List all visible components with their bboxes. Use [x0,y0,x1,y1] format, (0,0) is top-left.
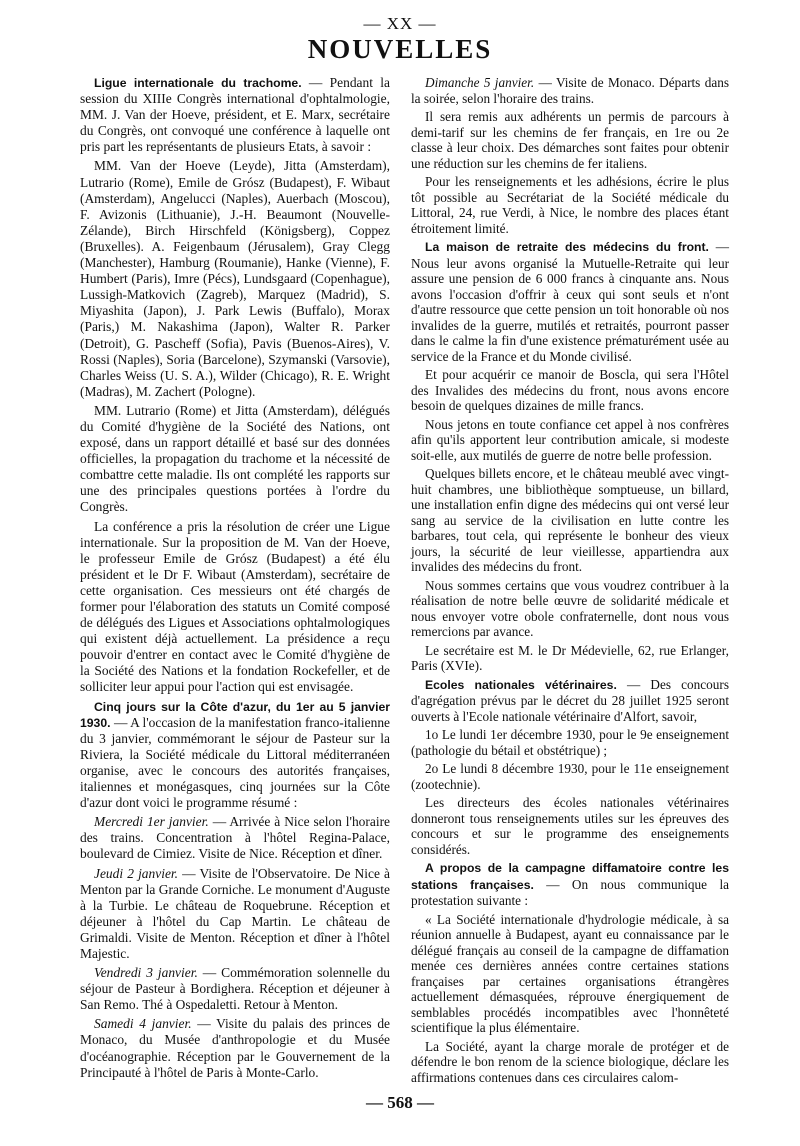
article-text: — A l'occasion de la manifestation franco-italienne du 3 janvier, commémorant le séjour de Pasteur sur la Riviera, la Société médicale du Littoral méditerranéen organise, avec le concours des autorités françaises, italiennes et monégasques, cinq journées sur la Côte d'azur dont voici le programme résumé : [80,714,391,811]
paragraph: Et pour acquérir ce manoir de Boscla, qui sera l'Hôtel des Invalides des médecins du front, nous avons encore besoin de quelques dizaines de mille francs. [411,367,729,413]
program-day-label: Samedi 4 janvier. [94,1016,192,1032]
program-day-label: Jeudi 2 janvier. [94,865,179,881]
article-text: — Des concours d'agrégation prévus par le décret du 28 juillet 1925 seront ouverts à l'Ecole nationale vétérinaire d'Alfort, savoir, [411,676,729,724]
paragraph: Nous sommes certains que vous voudrez contribuer à la réalisation de notre belle œuvre de solidarité médicale et nous envoyer votre obole confraternelle, dont nous vous remercions par avance. [411,577,729,639]
program-day [80,1016,390,1080]
article-heading-cote-azur: Cinq jours sur la Côte d'azur, du 1er au 5 janvier 1930. [80,699,390,730]
program-day-text: — Arrivée à Nice selon l'horaire des trains. Concentration à l'hôtel Regina-Palace, boulevard de Cimiez. Visite de Nice. Réception et dîner. [80,814,391,862]
article-veterinaires-intro [411,677,729,725]
paragraph: Il sera remis aux adhérents un permis de parcours à demi-tarif sur les chemins de fer français, en 1re ou 2e classe à leur choix. Des démarches sont faites pour obtenir une réduction sur les chemins de fer italiens. [411,109,729,171]
paragraph: La Société, ayant la charge morale de protéger et de défendre le bon renom de la science biologique, déclare les affirmations contenues dans ces circulaires calom- [411,1038,729,1085]
page-title: NOUVELLES [307,34,493,64]
member-list: MM. Van der Hoeve (Leyde), Jitta (Amsterdam), Lutrario (Rome), Emile de Grósz (Budapest), F. Wibaut (Amsterdam), Angelucci (Naples), Auerbach (Moscou), F. Avizonis (Lithuanie), J.-H. Beaumont (Nouvelle-Zélande), Birch Hirschfeld (Königsberg), Coppez (Bruxelles). A. Feigenbaum (Jérusalem), Gray Clegg (Manchester), Hamburg (Roumanie), Hanke (Vienne), F. Humbert (Paris), Imre (Pécs), Lundsgaard (Copenhague), Lussigh-Matkovich (Zagreb), Marquez (Madrid), S. Miyashita (Japon), J. Park Lewis (Buffalo), Morax (Paris,) M. Nakashima (Japon), Walter R. Parker (Detroit), G. Pascheff (Sofia), Pavis (Buenos-Aires), V. Rossi (Naples), Soria (Barcelone), Szymanski (Varsovie), Charles Weiss (U. S. A.), Wilder (Chicago), R. E. Wright (Madras), M. Zachert (Pologne). [80,158,390,399]
right-column [411,75,729,1085]
article-text: — Pendant la session du XIIIe Congrès international d'ophtalmologie, MM. J. Van der Hoeve, président, et E. Marx, secrétaire du Congrès, ont convoqué une conférence à laquelle ont pris part les représentants de plusieurs Etats, à savoir : [80,75,390,155]
article-heading-campagne: A propos de la campagne diffamatoire contre les stations françaises. [411,861,729,892]
program-day [80,965,390,1013]
article-heading-veterinaires: Ecoles nationales vétérinaires. [425,677,617,692]
program-day [411,75,729,106]
program-day-text: — Commémoration solennelle du séjour de Pasteur à Bordighera. Réception et déjeuner à San Remo. Thé à Ospedaletti. Retour à Menton. [80,965,391,1013]
program-day-label: Dimanche 5 janvier. [425,75,535,90]
program-day [80,866,390,963]
program-day-label: Vendredi 3 janvier. [94,965,198,981]
paragraph: Les directeurs des écoles nationales vétérinaires donneront tous renseignements utiles sur les épreuves des concours et sur le programme des enseignements considérés. [411,795,729,857]
paragraph: La conférence a pris la résolution de créer une Ligue internationale. Sur la proposition de M. Van der Hoeve, le professeur Emile de Grósz (Budapest) a été élu président et le Dr F. Wibaut (Amsterdam), secrétaire de cette organisation. Ces messieurs ont été chargés de former pour l'élaboration des statuts un Comité composé de délégués des Ligues et Associations ophtalmologiques qui existent déjà actuellement. La présidence a reçu pouvoir d'entrer en contact avec le Comité d'hygiène de la Société des Nations et la fondation Rockefeller, et de solliciter leur appui pour l'action qui est envisagée. [80,518,390,695]
article-heading-trachome: Ligue internationale du trachome. [94,76,302,90]
program-day-text: — Visite de l'Observatoire. De Nice à Menton par la Grande Corniche. Le monument d'Auguste à la Turbie. Le château de Roquebrune. Réception et déjeuner à l'hôtel du Cap Martin. Le château de Grimaldi. Visite de Menton. Réception et dîner à l'hôtel Majestic. [80,865,391,961]
quote-paragraph: « La Société internationale d'hydrologie médicale, à sa réunion annuelle à Budapest, ayant eu connaissance par le délégué français au conseil de la campagne de diffamation menée ces dernières années contre certaines stations françaises par certaines organisations étrangères actuellement démasquées, réprouve énergiquement de semblables procédés incompatibles avec l'honnêteté scientifique la plus élémentaire. [411,911,729,1035]
paragraph: Le secrétaire est M. le Dr Médevielle, 62, rue Erlanger, Paris (XVIe). [411,642,729,673]
page-number: — 568 — [366,1093,434,1112]
article-cote-azur-intro [80,699,390,812]
article-retraite-intro [411,239,729,364]
paragraph: MM. Lutrario (Rome) et Jitta (Amsterdam), délégués du Comité d'hygiène de la Société des Nations, ont exposé, dans un rapport détaillé et basé sur des données officielles, la propagation du trachome et la nécessité de combattre cette maladie. Ils ont complété les rapports sur une des principales questions portées à l'ordre du Congrès. [80,402,390,515]
article-campagne-intro [411,860,729,909]
paragraph: Pour les renseignements et les adhésions, écrire le plus tôt possible au Secrétariat de la Société médicale du Littoral, 24, rue Verdi, à Nice, le nombre des places étant étroitement limité. [411,174,729,236]
paragraph: Nous jetons en toute confiance cet appel à nos confrères afin qu'ils apportent leur contribution amicale, si modeste soit-elle, aux mutilés de guerre de notre belle profession. [411,416,729,463]
article-text: — On nous communique la protestation suivante : [411,876,730,908]
page-roman-numeral: — XX — [363,14,437,33]
program-day-label: Mercredi 1er janvier. [94,814,209,830]
program-day [80,814,390,862]
program-day-text: — Visite de Monaco. Départs dans la soirée, selon l'horaire des trains. [411,75,729,106]
list-item: 1o Le lundi 1er décembre 1930, pour le 9e enseignement (pathologie du bétail et obstétrique) ; [411,727,729,758]
paragraph: Quelques billets encore, et le château meublé avec vingt-huit chambres, une bibliothèque somptueuse, un billard, une installation enfin digne des médecins qui ont versé leur sang au service de la civilisation en lutte contre les barbares, tout cela, qui représente le bonheur des vieux jours, la sécurité de leur vieillesse, appartiendra aux invalides des médecins du front. [411,466,729,574]
article-trachome-intro [80,75,390,155]
article-text: — Nous leur avons organisé la Mutuelle-Retraite qui leur assure une pension de 6 000 francs à cinquante ans. Nous avons l'occasion d'offrir à ceux qui sont seuls et n'ont d'autre ressource que cette pension un toit honorable où nos invalides de la guerre, mutilés et retraités, pourront passer dans le calme la fin d'une existence prématurément usée au service de la France et du Monde civilisé. [411,239,730,364]
program-day-text: — Visite du palais des princes de Monaco, du Musée d'anthropologie et du Musée d'océanographie. Réception par le Gouvernement de la Principauté à l'hôtel de Paris à Monte-Carlo. [80,1016,391,1080]
list-item: 2o Le lundi 8 décembre 1930, pour le 11e enseignement (zootechnie). [411,761,729,792]
left-column [80,75,390,1081]
article-heading-retraite: La maison de retraite des médecins du front. [425,240,709,254]
